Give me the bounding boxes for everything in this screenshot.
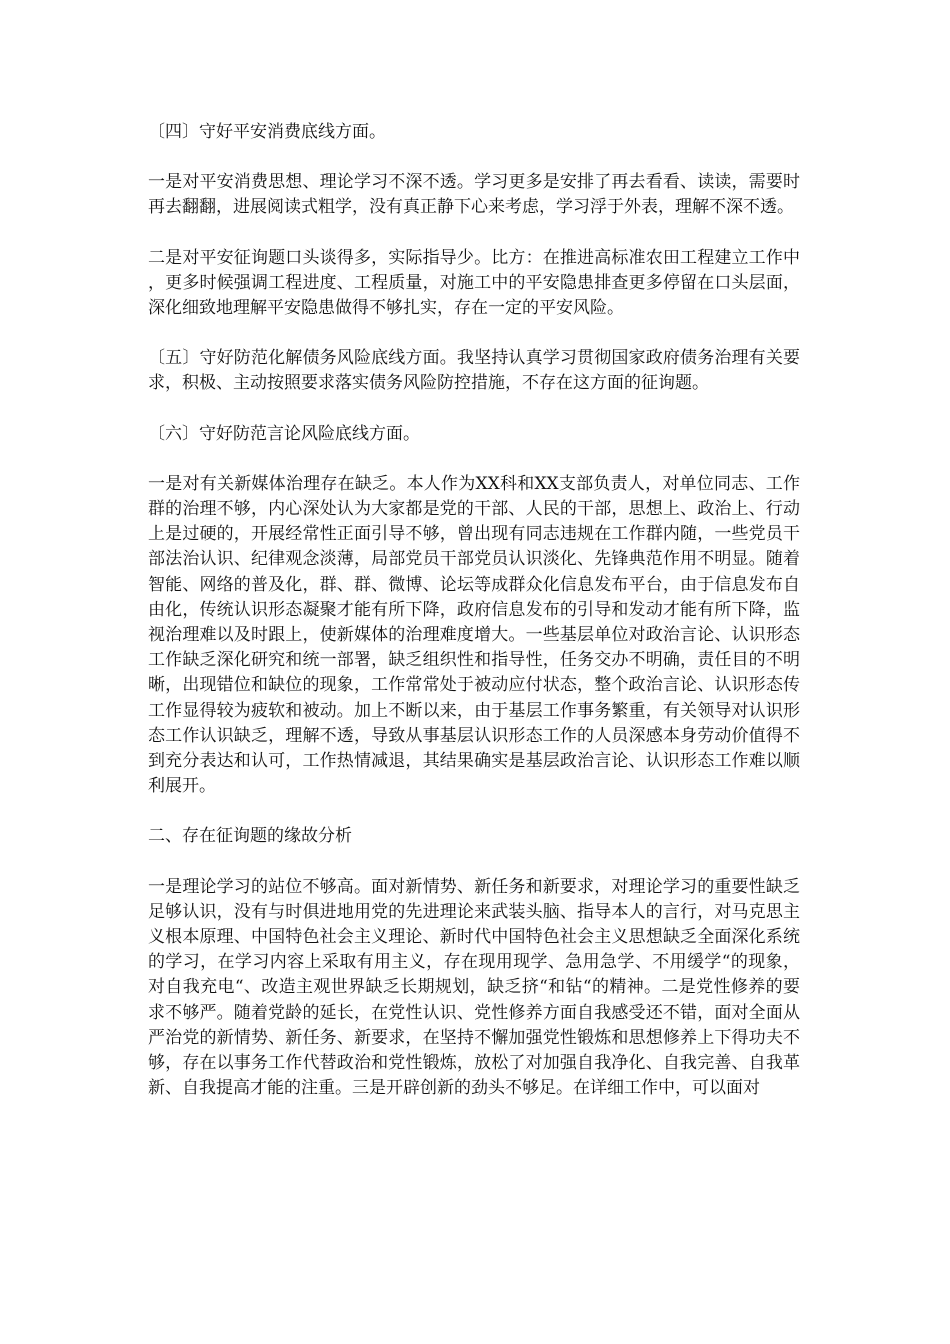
section-heading-four: 〔四〕守好平安消费底线方面。: [148, 122, 386, 142]
section-heading-cause-analysis: 二、存在征询题的缘故分析: [148, 826, 352, 847]
paragraph-safety-guidance: 二是对平安征询题口头谈得多，实际指导少。比方：在推进高标准农田工程建立工作中，更多时候强调工程进度、工程质量，对施工中的平安隐患排查更多停留在口头层面，深化细致地理解平安隐患做得不够扎实，存在一定的平安风险。: [148, 247, 800, 319]
document-page: [148, 120, 800, 1127]
section-heading-six: 〔六〕守好防范言论风险底线方面。: [148, 423, 420, 444]
paragraph-new-media: 一是对有关新媒体治理存在缺乏。本人作为XX科和XX支部负责人，对单位同志、工作群的治理不够，内心深处认为大家都是党的干部、人民的干部，思想上、政治上、行动上是过硬的，开展经常性正面引导不够，曾出现有同志违规在工作群内随，一些党员干部法治认识、纪律观念淡薄，局部党员干部党员认识淡化、先锋典范作用不明显。随着智能、网络的普及化，群、群、微博、论坛等成群众化信息发布平台，由于信息发布自由化，传统认识形态凝聚才能有所下降，政府信息发布的引导和发动才能有所下降，监视治理难以及时跟上，使新媒体的治理难度增大。一些基层单位对政治言论、认识形态工作缺乏深化研究和统一部署，缺乏组织性和指导性，任务交办不明确，责任目的不明晰，出现错位和缺位的现象，工作常常处于被动应付状态，整个政治言论、认识形态传工作显得较为疲软和被动。加上不断以来，由于基层工作事务繁重，有关领导对认识形态工作认识缺乏，理解不透，导致从事基层认识形态工作的人员深感本身劳动价值得不到充分表达和认可，工作热情减退，其结果确实是基层政治言论、认识形态工作难以顺利展开。: [148, 473, 800, 797]
paragraph-cause-details: 一是理论学习的站位不够高。面对新情势、新任务和新要求，对理论学习的重要性缺乏足够认识，没有与时俱进地用党的先进理论来武装头脑、指导本人的言行，对马克思主义根本原理、中国特色社会主义理论、新时代中国特色社会主义思想缺乏全面深化系统的学习，在学习内容上采取有用主义，存在现用现学、急用急学、不用缓学“的现象，对自我充电“、改造主观世界缺乏长期规划，缺乏挤“和钻“的精神。二是党性修养的要求不够严。随着党龄的延长，在党性认识、党性修养方面自我感受还不错，面对全面从严治党的新情势、新任务、新要求，在坚持不懈加强党性锻炼和思想修养上下得功夫不够，存在以事务工作代替政治和党性锻炼，放松了对加强自我净化、自我完善、自我革新、自我提高才能的注重。三是开辟创新的劲头不够足。在详细工作中，可以面对: [148, 876, 800, 1099]
paragraph-theory-study: 一是对平安消费思想、理论学习不深不透。学习更多是安排了再去看看、读读，需要时再去翻翻，进展阅读式粗学，没有真正静下心来考虑，学习浮于外表，理解不深不透。: [148, 172, 800, 218]
section-heading-five: 〔五〕守好防范化解债务风险底线方面。我坚持认真学习贯彻国家政府债务治理有关要求，积极、主动按照要求落实债务风险防控措施，不存在这方面的征询题。: [148, 348, 800, 394]
